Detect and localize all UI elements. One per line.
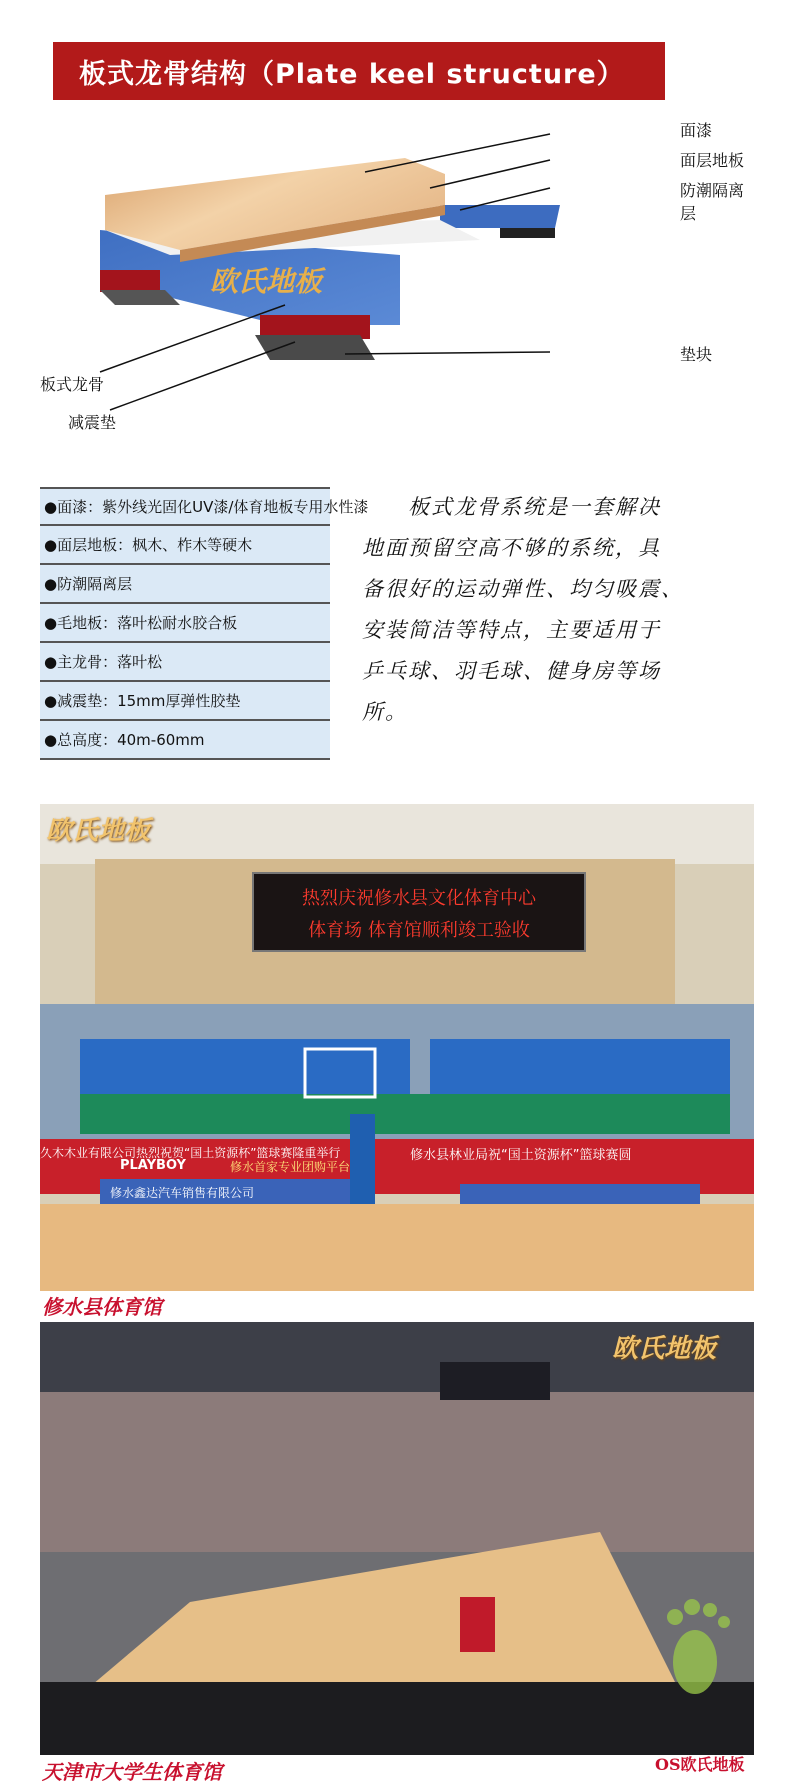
label-surface-board: 面层地板 xyxy=(680,151,745,170)
label-plate-keel: 板式龙骨 xyxy=(40,375,105,394)
photo-watermark: 欧氏地板 xyxy=(46,816,151,846)
footprint-logo-icon xyxy=(650,1592,740,1702)
structure-diagram xyxy=(40,110,754,470)
description-line: 乒乓球、羽毛球、健身房等场 xyxy=(362,659,661,683)
label-paint: 面漆 xyxy=(680,121,713,140)
spec-table xyxy=(40,487,369,760)
spec-row: ●总高度：40m-60mm xyxy=(40,721,330,760)
spec-row: ●主龙骨：落叶松 xyxy=(40,643,330,682)
photo-tianjin-gym xyxy=(40,1322,754,1755)
spec-row: ●面层地板：枫木、柞木等硬木 xyxy=(40,526,330,565)
blue-board-right xyxy=(440,205,560,228)
label-shock-pad: 减震垫 xyxy=(68,413,117,432)
brand-logo-text: OS欧氏地板 xyxy=(655,1755,745,1774)
spec-row: ●防潮隔离层 xyxy=(40,565,330,604)
description-line: 地面预留空高不够的系统，具 xyxy=(362,536,661,560)
structure-illustration xyxy=(40,110,754,470)
description-line: 所。 xyxy=(362,700,408,724)
ad-playboy: PLAYBOY xyxy=(120,1158,186,1173)
description-line: 安装简洁等特点，主要适用于 xyxy=(362,618,661,642)
ad-group-buy: 修水首家专业团购平台 xyxy=(230,1160,351,1174)
spec-row: ●毛地板：落叶松耐水胶合板 xyxy=(40,604,330,643)
banner-right: 修水县林业局祝“国土资源杯”篮球赛圆 xyxy=(410,1148,632,1163)
banner-left: 久木木业有限公司热烈祝贺“国土资源杯”篮球赛隆重举行 xyxy=(40,1146,341,1160)
spec-row: ●面漆：紫外线光固化UV漆/体育地板专用水性漆 xyxy=(40,487,330,526)
system-description xyxy=(362,487,692,733)
photo-caption: 天津市大学生体育馆 xyxy=(42,1760,222,1784)
description-line: 备很好的运动弹性、均匀吸震、 xyxy=(362,577,684,601)
label-pad-block: 垫块 xyxy=(680,345,713,364)
photo-xiushui-gym xyxy=(40,804,754,1291)
label-moisture-layer: 防潮隔离层 xyxy=(680,181,745,223)
description-line: 板式龙骨系统是一套解决 xyxy=(362,495,661,519)
spec-row: ●减震垫：15mm厚弹性胶垫 xyxy=(40,682,330,721)
led-board xyxy=(252,872,586,952)
ad-auto: 修水鑫达汽车销售有限公司 xyxy=(110,1186,255,1200)
photo-caption: 修水县体育馆 xyxy=(42,1295,162,1319)
shock-pad xyxy=(255,335,375,360)
diagram-watermark: 欧氏地板 xyxy=(210,265,323,298)
page-title: 板式龙骨结构（Plate keel structure） xyxy=(53,42,665,100)
led-line: 热烈庆祝修水县文化体育中心 xyxy=(302,888,536,909)
led-line: 体育场 体育馆顺利竣工验收 xyxy=(308,920,530,941)
photo-watermark: 欧氏地板 xyxy=(612,1334,717,1364)
